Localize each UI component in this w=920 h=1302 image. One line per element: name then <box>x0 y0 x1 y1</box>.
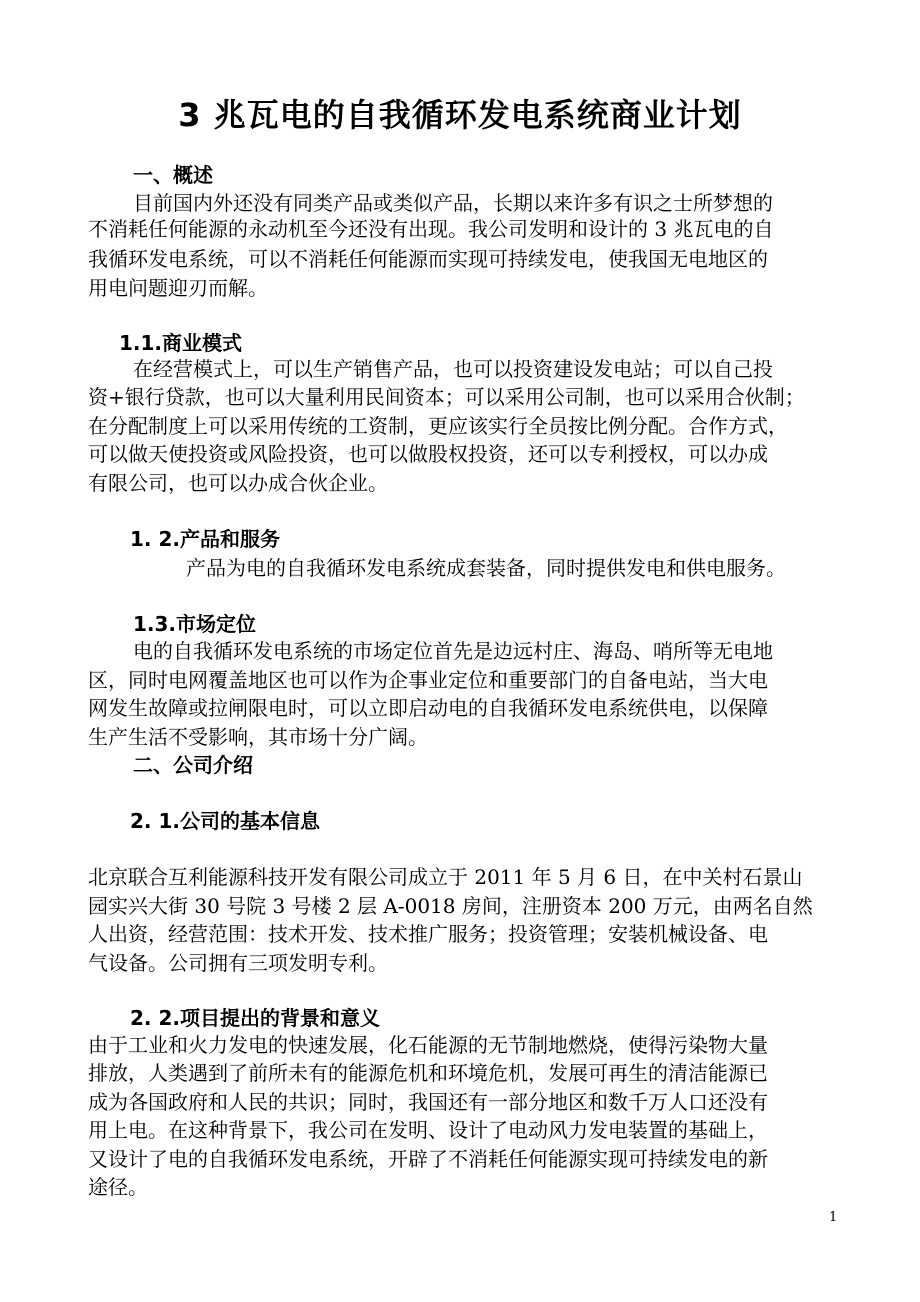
paragraph-line: 我循环发电系统，可以不消耗任何能源而实现可持续发电，使我国无电地区的 <box>88 247 768 271</box>
paragraph-line: 排放，人类遇到了前所未有的能源危机和环境危机，发展可再生的清洁能源已 <box>88 1061 768 1085</box>
paragraph-line: 可以做天使投资或风险投资，也可以做股权投资，还可以专利授权，可以办成 <box>88 442 768 466</box>
paragraph-line: 园实兴大街 30 号院 3 号楼 2 层 A-0018 房间，注册资本 200 万元，由两名自然 <box>88 894 813 918</box>
heading-project-background: 2. 2.项目提出的背景和意义 <box>130 1006 380 1030</box>
paragraph-line: 气设备。公司拥有三项发明专利。 <box>88 951 388 975</box>
paragraph-line: 北京联合互利能源科技开发有限公司成立于 2011 年 5 月 6 日，在中关村石景山 <box>88 865 803 889</box>
paragraph-line: 区，同时电网覆盖地区也可以作为企事业定位和重要部门的自备电站，当大电 <box>88 668 768 692</box>
paragraph-line: 途径。 <box>88 1175 148 1199</box>
paragraph-line: 目前国内外还没有同类产品或类似产品，长期以来许多有识之士所梦想的 <box>133 191 773 215</box>
heading-company-intro: 二、公司介绍 <box>133 753 253 777</box>
paragraph-line: 用上电。在这种背景下，我公司在发明、设计了电动风力发电装置的基础上， <box>88 1118 768 1142</box>
paragraph-line: 用电问题迎刃而解。 <box>88 276 268 300</box>
paragraph-line: 人出资，经营范围：技术开发、技术推广服务；投资管理；安装机械设备、电 <box>88 922 768 946</box>
heading-company-basic-info: 2. 1.公司的基本信息 <box>130 809 320 833</box>
paragraph-line: 生产生活不受影响，其市场十分广阔。 <box>88 725 428 749</box>
paragraph-line: 在分配制度上可以采用传统的工资制，更应该实行全员按比例分配。合作方式， <box>88 414 788 438</box>
paragraph-line: 电的自我循环发电系统的市场定位首先是边远村庄、海岛、哨所等无电地 <box>133 639 773 663</box>
heading-products-services: 1. 2.产品和服务 <box>130 527 280 551</box>
page-number: 1 <box>829 1210 838 1225</box>
paragraph-line: 又设计了电的自我循环发电系统，开辟了不消耗任何能源实现可持续发电的新 <box>88 1147 768 1171</box>
heading-market-positioning: 1.3.市场定位 <box>133 612 257 636</box>
paragraph-line: 产品为电的自我循环发电系统成套装备，同时提供发电和供电服务。 <box>186 556 786 580</box>
paragraph-line: 资+银行贷款，也可以大量利用民间资本；可以采用公司制，也可以采用合伙制； <box>88 385 805 409</box>
paragraph-line: 在经营模式上，可以生产销售产品，也可以投资建设发电站；可以自己投 <box>133 357 773 381</box>
heading-business-model: 1.1.商业模式 <box>119 331 243 355</box>
paragraph-line: 由于工业和火力发电的快速发展，化石能源的无节制地燃烧，使得污染物大量 <box>88 1033 768 1057</box>
heading-overview: 一、概述 <box>133 163 213 187</box>
paragraph-line: 不消耗任何能源的永动机至今还没有出现。我公司发明和设计的 3 兆瓦电的自 <box>88 217 774 241</box>
document-title: 3 兆瓦电的自我循环发电系统商业计划 <box>178 96 742 134</box>
paragraph-line: 有限公司，也可以办成合伙企业。 <box>88 471 388 495</box>
paragraph-line: 网发生故障或拉闸限电时，可以立即启动电的自我循环发电系统供电，以保障 <box>88 696 768 720</box>
paragraph-line: 成为各国政府和人民的共识；同时，我国还有一部分地区和数千万人口还没有 <box>88 1090 768 1114</box>
